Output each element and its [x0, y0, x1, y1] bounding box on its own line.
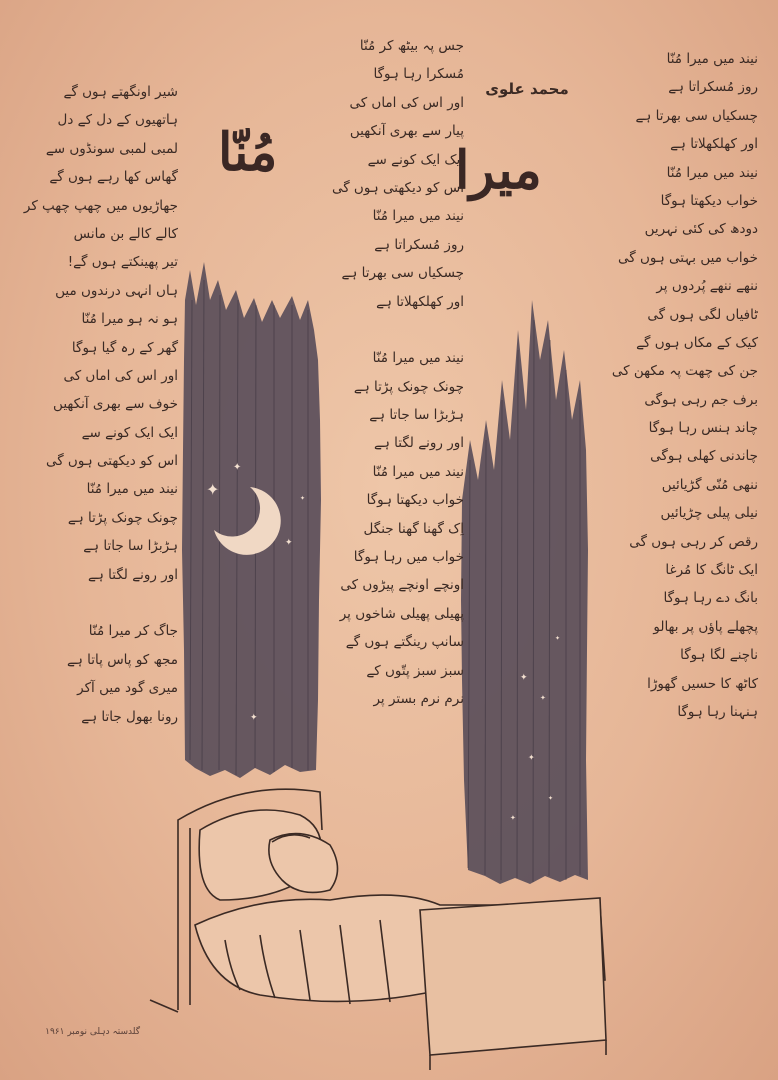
poem-line: چاند ہنس رہا ہوگا — [648, 420, 758, 437]
poem-column-left — [23, 78, 178, 731]
poem-line: اور کھلکھلاتا ہے — [376, 293, 464, 310]
poem-line: ننھی مُنّی گڑیائیں — [661, 476, 758, 493]
poem-line: خواب دیکھتا ہوگا — [366, 492, 464, 509]
poem-line: مجھ کو پاس پاتا ہے — [67, 651, 178, 668]
poem-line: برف جم رہی ہوگی — [644, 391, 758, 408]
poem-line: روز مُسکراتا ہے — [374, 236, 464, 253]
poem-line: جھاڑیوں میں چھپ چھپ کر — [23, 197, 178, 214]
right-night-sky-panel — [461, 300, 588, 884]
star-icon: ✦ — [206, 480, 220, 499]
poem-line: شیر اونگھتے ہوں گے — [63, 84, 178, 100]
poem-line: ہاں انہی درندوں میں — [55, 282, 178, 299]
poem-line: چونک چونک پڑتا ہے — [353, 378, 464, 395]
poem-line: ننھے ننھے پُردوں پر — [656, 278, 758, 295]
poem-line: مُسکرا رہا ہوگا — [373, 66, 464, 83]
poem-line: چسکیاں سی بھرتا ہے — [341, 265, 464, 282]
star-icon: ✦ — [250, 713, 258, 723]
poem-column-middle — [318, 32, 464, 713]
poem-line: ایک ٹانگ کا مُرغا — [665, 562, 758, 579]
star-icon: ✦ — [548, 795, 554, 802]
poem-line: ہڑبڑا سا جاتا ہے — [369, 407, 464, 424]
poem-line: پھیلی پھیلی شاخوں پر — [339, 605, 464, 622]
page-footer-citation: گلدستہ دہلی نومبر ۱۹۶۱ — [45, 1027, 140, 1037]
poem-line: دودھ کی کئی نہریں — [644, 221, 758, 238]
poem-line: کیک کے مکاں ہوں گے — [636, 334, 758, 351]
star-icon: ✦ — [555, 635, 561, 642]
poem-title-word-munna: مُنّا — [218, 122, 278, 183]
poem-line: خوف سے بھری آنکھیں — [53, 396, 178, 413]
poem-line: کاٹھ کا حسیں گھوڑا — [647, 675, 758, 692]
poem-column-right — [580, 45, 758, 726]
poem-line: میری گود میں آکر — [77, 680, 178, 697]
poem-line: نرم نرم بستر پر — [373, 690, 464, 707]
poem-line: خواب میں رہا ہوگا — [353, 549, 464, 566]
poem-line: اور رونے لگتا ہے — [374, 435, 464, 452]
poem-line: ایک ایک کونے سے — [81, 424, 178, 441]
poem-line: نیند میں میرا مُنّا — [666, 51, 758, 67]
poem-line: ہنہنا رہا ہوگا — [677, 703, 758, 720]
poem-line: رقص کر رہی ہوں گی — [629, 533, 758, 550]
poem-line: لمبی لمبی سونڈوں سے — [45, 140, 178, 157]
poem-line: ناچنے لگا ہوگا — [680, 647, 758, 664]
poem-line: نیلی پیلی چڑیائیں — [660, 505, 758, 522]
star-icon: ✦ — [285, 538, 293, 548]
poem-line: جن کی چھت پہ مکھن کی — [611, 363, 758, 380]
poem-line: سبز سبز پتّوں کے — [366, 662, 464, 679]
star-icon: ✦ — [540, 694, 546, 702]
star-icon: ✦ — [510, 814, 516, 822]
poem-title-word-mera: میرا — [455, 140, 542, 201]
poem-line: اور اس کی اماں کی — [349, 94, 464, 111]
poem-line: چونک چونک پڑتا ہے — [67, 509, 178, 526]
poem-line: ہو نہ ہو میرا مُنّا — [81, 311, 178, 328]
poem-line: پیار سے بھری آنکھیں — [349, 123, 464, 140]
poem-line: ہڑبڑا سا جاتا ہے — [83, 538, 178, 555]
poem-line: روز مُسکراتا ہے — [668, 79, 758, 96]
poem-line: چسکیاں سی بھرتا ہے — [635, 107, 758, 124]
poem-line: جاگ کر میرا مُنّا — [88, 623, 178, 640]
poem-line: کالے کالے بن مانس — [73, 225, 178, 242]
author-name: محمد علوی — [485, 80, 569, 98]
poem-line: اور اس کی اماں کی — [63, 367, 178, 384]
poem-line: خواب دیکھتا ہوگا — [660, 192, 758, 209]
poem-line: رونا بھول جاتا ہے — [81, 708, 178, 725]
poem-line: اونچے اونچے پیڑوں کی — [340, 577, 464, 594]
poem-line: سانپ رینگتے ہوں گے — [345, 634, 464, 651]
poem-line — [28, 589, 178, 617]
poem-line: نیند میں میرا مُنّا — [372, 208, 464, 225]
star-icon: ✦ — [520, 673, 528, 683]
poem-line: نیند میں میرا مُنّا — [86, 481, 178, 498]
left-night-sky-panel — [182, 262, 321, 778]
star-icon: ✦ — [300, 495, 306, 502]
poem-line: نیند میں میرا مُنّا — [372, 463, 464, 480]
poem-line: ایک ایک کونے سے — [367, 151, 464, 168]
star-icon: ✦ — [233, 462, 242, 473]
poem-line: گھاس کھا رہے ہوں گے — [49, 169, 178, 186]
poem-line: بانگ دے رہا ہوگا — [663, 590, 758, 607]
poem-line: اِک گھنا گھنا جنگل — [363, 520, 464, 537]
poem-line: اور رونے لگتا ہے — [88, 566, 178, 583]
poem-line: اُس کو دیکھتی ہوں گی — [331, 179, 464, 196]
poem-line: ہاتھیوں کے دل کے دل — [57, 112, 178, 129]
poem-line: نیند میں میرا مُنّا — [372, 350, 464, 367]
poem-line: تیر پھینکتے ہوں گے! — [67, 254, 178, 271]
poem-line — [318, 316, 464, 344]
poem-line: ٹافیاں لگی ہوں گی — [647, 306, 758, 323]
poem-line: اس کو دیکھتی ہوں گی — [45, 453, 178, 470]
poem-line: نیند میں میرا مُنّا — [666, 164, 758, 181]
poem-line: گھر کے رہ گیا ہوگا — [71, 339, 178, 356]
star-icon: ✦ — [528, 753, 535, 762]
poem-line: اور کھلکھلاتا ہے — [670, 136, 758, 153]
poem-line: پچھلے پاؤں پر بھالو — [653, 618, 758, 635]
poem-line: چاندنی کھلی ہوگی — [650, 448, 758, 465]
poem-line: جس پہ بیٹھ کر مُنّا — [359, 38, 464, 54]
poem-line: خواب میں بہتی ہوں گی — [618, 249, 758, 266]
